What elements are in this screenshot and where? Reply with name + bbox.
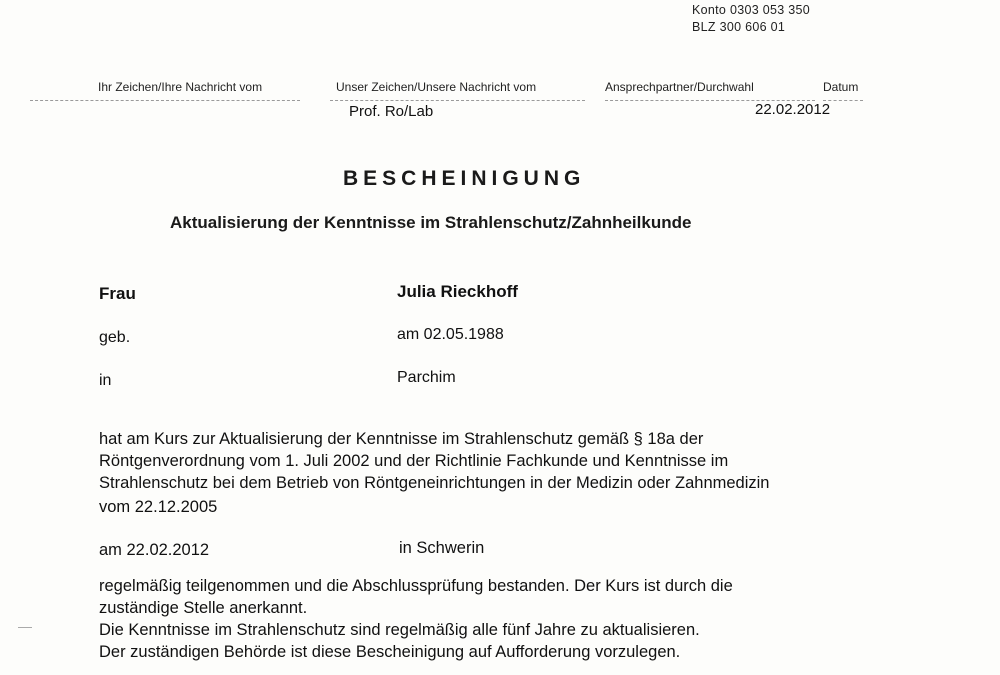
- bank-code: BLZ 300 606 01: [692, 20, 786, 34]
- closing-line: Die Kenntnisse im Strahlenschutz sind regelmäßig alle fünf Jahre zu aktualisieren.: [99, 621, 700, 639]
- bank-account-number: Konto 0303 053 350: [692, 3, 811, 17]
- birth-date: am 02.05.1988: [397, 326, 504, 343]
- paragraph-line: vom 22.12.2005: [99, 498, 218, 516]
- paragraph-line: Röntgenverordnung vom 1. Juli 2002 und der Richtlinie Fachkunde und Kenntnisse im: [99, 452, 729, 470]
- salutation: Frau: [99, 284, 136, 303]
- course-date: am 22.02.2012: [99, 541, 210, 559]
- closing-line: regelmäßig teilgenommen und die Abschlussprüfung bestanden. Der Kurs ist durch die: [99, 577, 733, 595]
- person-name: Julia Rieckhoff: [397, 282, 518, 301]
- paragraph-line: hat am Kurs zur Aktualisierung der Kenntnisse im Strahlenschutz gemäß § 18a der: [99, 430, 704, 448]
- label-our-reference: Unser Zeichen/Unsere Nachricht vom: [336, 80, 537, 94]
- closing-line: zuständige Stelle anerkannt.: [99, 599, 308, 617]
- document-title: BESCHEINIGUNG: [343, 167, 586, 190]
- place-label: in: [99, 372, 112, 389]
- born-label: geb.: [99, 329, 131, 346]
- closing-line: Der zuständigen Behörde ist diese Bescheinigung auf Aufforderung vorzulegen.: [99, 643, 681, 661]
- course-place: in Schwerin: [399, 539, 485, 557]
- document-subtitle: Aktualisierung der Kenntnisse im Strahlenschutz/Zahnheilkunde: [170, 213, 692, 232]
- birth-place: Parchim: [397, 369, 456, 386]
- reference-fill-line: [30, 100, 300, 101]
- margin-fold-mark: [18, 627, 32, 628]
- label-your-reference: Ihr Zeichen/Ihre Nachricht vom: [98, 80, 263, 94]
- paragraph-line: Strahlenschutz bei dem Betrieb von Röntgeneinrichtungen in der Medizin oder Zahnmedizin: [99, 474, 770, 492]
- date-value: 22.02.2012: [755, 101, 831, 118]
- label-date: Datum: [823, 80, 859, 94]
- our-reference-value: Prof. Ro/Lab: [349, 103, 434, 120]
- reference-fill-line: [330, 100, 585, 101]
- label-contact-person: Ansprechpartner/Durchwahl: [605, 80, 754, 94]
